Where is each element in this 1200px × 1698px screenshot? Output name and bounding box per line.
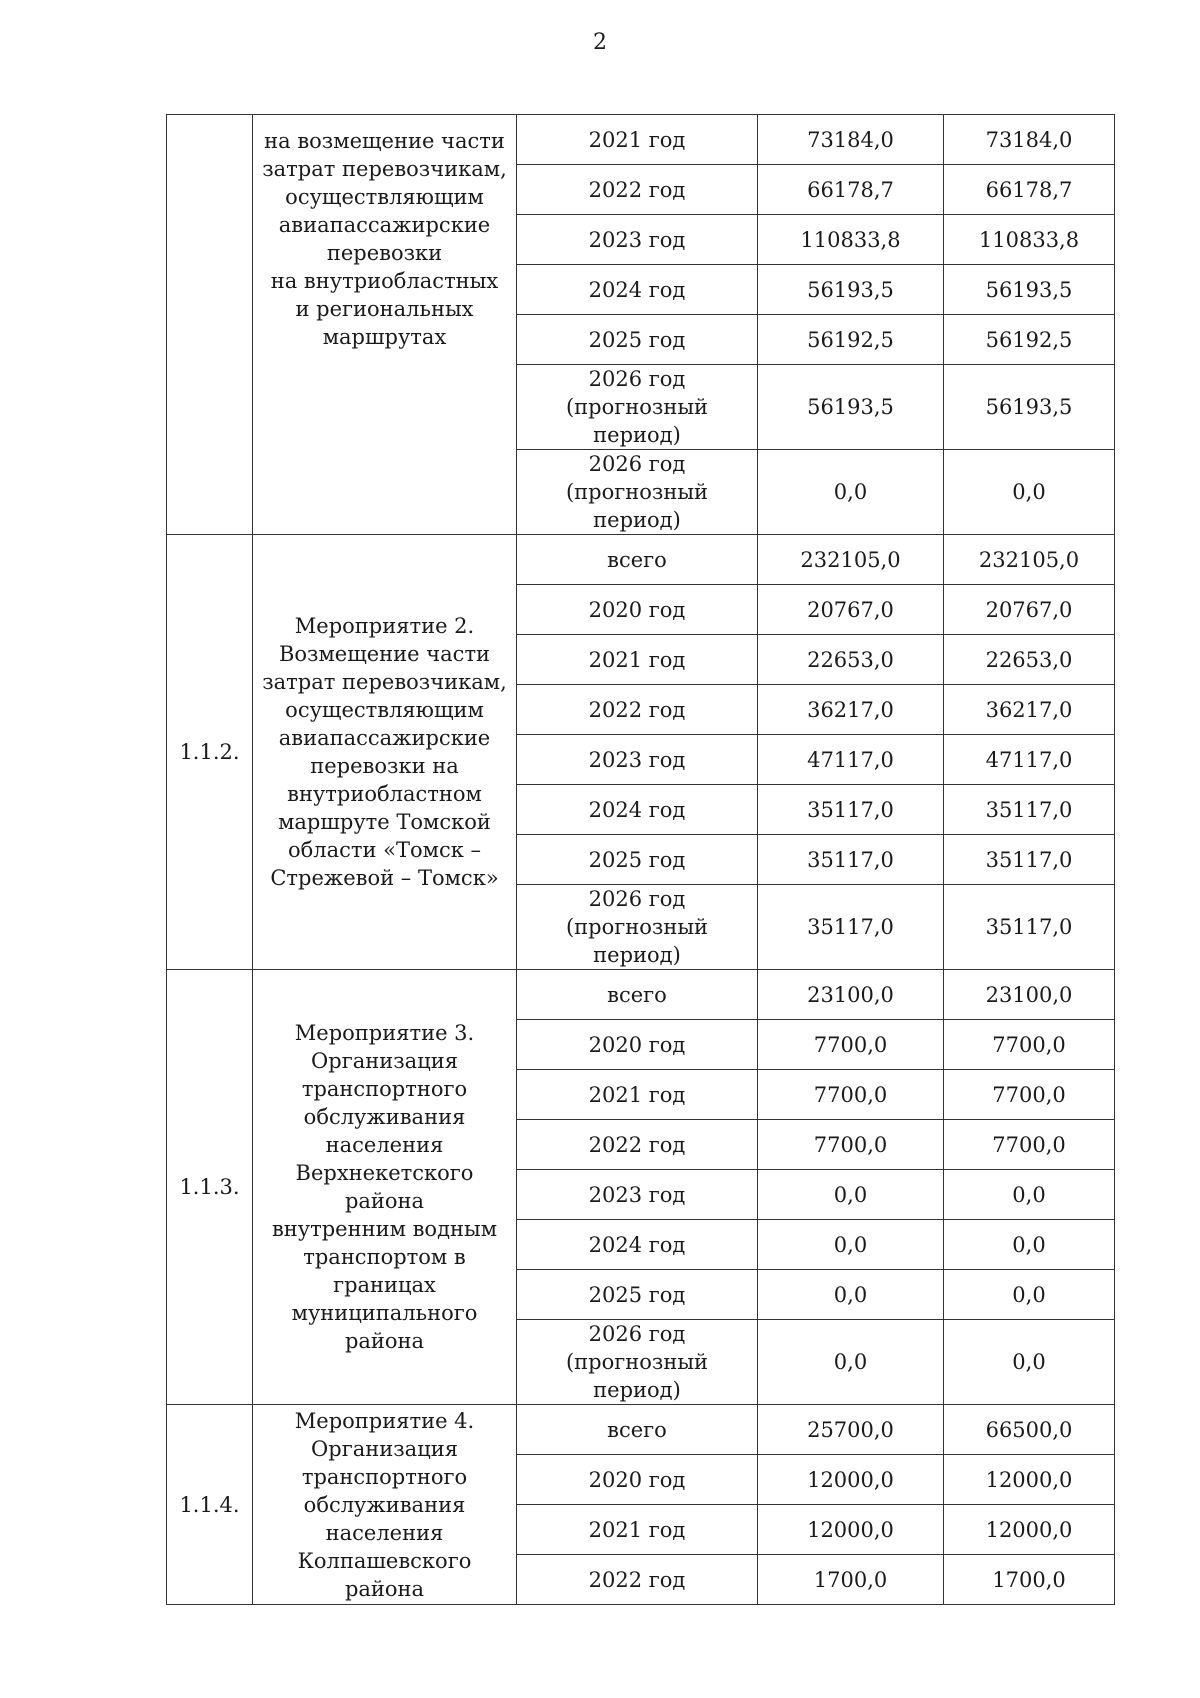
description-line: населения bbox=[325, 1133, 444, 1157]
value-cell-1: 35117,0 bbox=[758, 835, 944, 885]
measure-description-cell bbox=[253, 1405, 517, 1605]
value-cell-2: 35117,0 bbox=[944, 885, 1115, 970]
value-cell-2: 7700,0 bbox=[944, 1070, 1115, 1120]
period-cell: 2021 год bbox=[517, 635, 758, 685]
description-line: Верхнекетского района bbox=[295, 1161, 474, 1213]
value-cell-2: 56193,5 bbox=[944, 265, 1115, 315]
value-cell-2: 56192,5 bbox=[944, 315, 1115, 365]
period-cell: 2026 год (прогнозный период) bbox=[517, 1320, 758, 1405]
value-cell-2: 66500,0 bbox=[944, 1405, 1115, 1455]
description-line: перевозки на bbox=[310, 754, 459, 778]
value-cell-1: 56193,5 bbox=[758, 365, 944, 450]
table-row bbox=[167, 1405, 1115, 1455]
period-cell: 2022 год bbox=[517, 1120, 758, 1170]
description-line: внутренним водным bbox=[271, 1217, 498, 1241]
value-cell-1: 0,0 bbox=[758, 1320, 944, 1405]
value-cell-2: 56193,5 bbox=[944, 365, 1115, 450]
measure-number-cell bbox=[167, 115, 253, 535]
value-cell-1: 25700,0 bbox=[758, 1405, 944, 1455]
value-cell-2: 73184,0 bbox=[944, 115, 1115, 165]
value-cell-1: 36217,0 bbox=[758, 685, 944, 735]
page-number: 2 bbox=[593, 30, 607, 55]
value-cell-2: 7700,0 bbox=[944, 1120, 1115, 1170]
description-line: населения bbox=[325, 1520, 444, 1545]
table-row bbox=[167, 115, 1115, 165]
value-cell-2: 36217,0 bbox=[944, 685, 1115, 735]
measure-number-cell: 1.1.3. bbox=[167, 970, 253, 1405]
value-cell-2: 0,0 bbox=[944, 1320, 1115, 1405]
description-line: Мероприятие 2. bbox=[294, 614, 475, 638]
value-cell-1: 56192,5 bbox=[758, 315, 944, 365]
period-cell: 2020 год bbox=[517, 1455, 758, 1505]
table-row bbox=[167, 535, 1115, 585]
period-cell: 2025 год bbox=[517, 315, 758, 365]
description-line: маршрутах bbox=[322, 325, 447, 349]
value-cell-1: 7700,0 bbox=[758, 1070, 944, 1120]
period-cell: всего bbox=[517, 1405, 758, 1455]
description-line: затрат перевозчикам, bbox=[262, 157, 507, 181]
period-cell: 2026 год (прогнозный период) bbox=[517, 365, 758, 450]
period-cell: всего bbox=[517, 970, 758, 1020]
value-cell-1: 20767,0 bbox=[758, 585, 944, 635]
period-cell: 2025 год bbox=[517, 1270, 758, 1320]
value-cell-1: 0,0 bbox=[758, 1170, 944, 1220]
description-line: Стрежевой – Томск» bbox=[270, 866, 499, 890]
period-cell: всего bbox=[517, 535, 758, 585]
period-cell: 2021 год bbox=[517, 1505, 758, 1555]
value-cell-1: 232105,0 bbox=[758, 535, 944, 585]
description-line: Колпашевского района bbox=[297, 1548, 472, 1601]
value-cell-2: 35117,0 bbox=[944, 785, 1115, 835]
value-cell-2: 66178,7 bbox=[944, 165, 1115, 215]
value-cell-1: 0,0 bbox=[758, 1220, 944, 1270]
measure-number-cell: 1.1.4. bbox=[167, 1405, 253, 1605]
description-line: Мероприятие 4. bbox=[294, 1408, 475, 1433]
description-line: обслуживания bbox=[303, 1492, 466, 1517]
description-line: авиапассажирские bbox=[278, 213, 491, 237]
value-cell-1: 0,0 bbox=[758, 450, 944, 535]
value-cell-1: 1700,0 bbox=[758, 1555, 944, 1605]
measure-description-cell bbox=[253, 970, 517, 1405]
value-cell-2: 0,0 bbox=[944, 1170, 1115, 1220]
period-cell: 2022 год bbox=[517, 685, 758, 735]
value-cell-1: 0,0 bbox=[758, 1270, 944, 1320]
period-cell: 2025 год bbox=[517, 835, 758, 885]
period-cell: 2026 год (прогнозный период) bbox=[517, 885, 758, 970]
value-cell-1: 7700,0 bbox=[758, 1120, 944, 1170]
value-cell-2: 23100,0 bbox=[944, 970, 1115, 1020]
measure-number-cell: 1.1.2. bbox=[167, 535, 253, 970]
description-line: транспортного bbox=[301, 1464, 468, 1489]
period-cell: 2024 год bbox=[517, 785, 758, 835]
value-cell-1: 12000,0 bbox=[758, 1505, 944, 1555]
description-line: маршруте Томской bbox=[278, 810, 491, 834]
value-cell-1: 66178,7 bbox=[758, 165, 944, 215]
period-cell: 2024 год bbox=[517, 1220, 758, 1270]
value-cell-2: 7700,0 bbox=[944, 1020, 1115, 1070]
period-cell: 2026 год (прогнозный период) bbox=[517, 450, 758, 535]
value-cell-1: 47117,0 bbox=[758, 735, 944, 785]
period-cell: 2022 год bbox=[517, 165, 758, 215]
value-cell-1: 35117,0 bbox=[758, 785, 944, 835]
period-cell: 2023 год bbox=[517, 215, 758, 265]
description-line: затрат перевозчикам, bbox=[262, 670, 507, 694]
value-cell-2: 232105,0 bbox=[944, 535, 1115, 585]
value-cell-2: 47117,0 bbox=[944, 735, 1115, 785]
period-cell: 2021 год bbox=[517, 1070, 758, 1120]
value-cell-2: 0,0 bbox=[944, 1270, 1115, 1320]
description-line: и региональных bbox=[295, 297, 474, 321]
period-cell: 2023 год bbox=[517, 735, 758, 785]
value-cell-2: 12000,0 bbox=[944, 1505, 1115, 1555]
measure-description-cell bbox=[253, 535, 517, 970]
table-row bbox=[167, 970, 1115, 1020]
period-cell: 2022 год bbox=[517, 1555, 758, 1605]
description-line: транспортом в границах bbox=[303, 1245, 466, 1297]
value-cell-2: 0,0 bbox=[944, 1220, 1115, 1270]
description-line: внутриобластном bbox=[287, 782, 482, 806]
description-line: Организация bbox=[311, 1049, 458, 1073]
description-line: транспортного bbox=[301, 1077, 468, 1101]
description-line: Организация bbox=[311, 1436, 458, 1461]
value-cell-1: 12000,0 bbox=[758, 1455, 944, 1505]
description-line: осуществляющим bbox=[285, 698, 484, 722]
value-cell-1: 23100,0 bbox=[758, 970, 944, 1020]
description-line: обслуживания bbox=[303, 1105, 466, 1129]
value-cell-2: 0,0 bbox=[944, 450, 1115, 535]
description-line: на возмещение части bbox=[264, 129, 505, 153]
value-cell-1: 22653,0 bbox=[758, 635, 944, 685]
value-cell-2: 35117,0 bbox=[944, 835, 1115, 885]
description-line: Возмещение части bbox=[278, 642, 491, 666]
description-line: осуществляющим bbox=[285, 185, 484, 209]
value-cell-1: 110833,8 bbox=[758, 215, 944, 265]
period-cell: 2021 год bbox=[517, 115, 758, 165]
value-cell-2: 110833,8 bbox=[944, 215, 1115, 265]
value-cell-1: 56193,5 bbox=[758, 265, 944, 315]
period-cell: 2024 год bbox=[517, 265, 758, 315]
measure-description-cell bbox=[253, 115, 517, 535]
budget-table bbox=[166, 114, 1115, 1605]
description-line: области «Томск – bbox=[287, 838, 482, 862]
description-line: перевозки bbox=[326, 241, 443, 265]
period-cell: 2023 год bbox=[517, 1170, 758, 1220]
value-cell-2: 1700,0 bbox=[944, 1555, 1115, 1605]
value-cell-2: 22653,0 bbox=[944, 635, 1115, 685]
value-cell-1: 35117,0 bbox=[758, 885, 944, 970]
description-line: муниципального района bbox=[291, 1301, 478, 1353]
period-cell: 2020 год bbox=[517, 1020, 758, 1070]
value-cell-1: 73184,0 bbox=[758, 115, 944, 165]
budget-table-body bbox=[167, 115, 1115, 1605]
value-cell-2: 20767,0 bbox=[944, 585, 1115, 635]
description-line: на внутриобластных bbox=[270, 269, 499, 293]
description-line: Мероприятие 3. bbox=[294, 1021, 475, 1045]
value-cell-1: 7700,0 bbox=[758, 1020, 944, 1070]
description-line: авиапассажирские bbox=[278, 726, 491, 750]
value-cell-2: 12000,0 bbox=[944, 1455, 1115, 1505]
period-cell: 2020 год bbox=[517, 585, 758, 635]
